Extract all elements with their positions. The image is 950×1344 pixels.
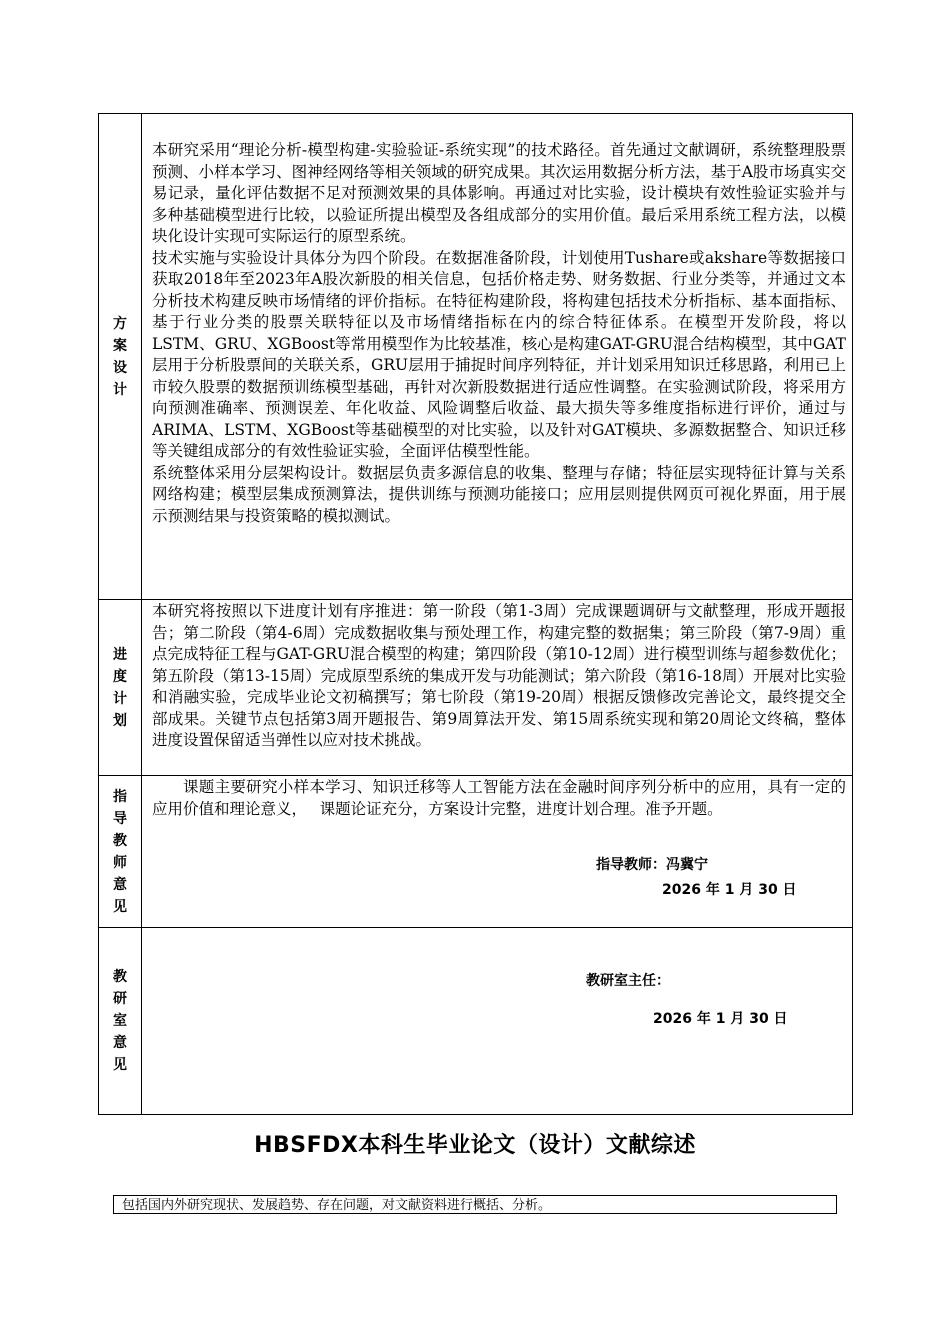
plan-row (99, 114, 853, 600)
advisor-signature: 指导教师：冯冀宁 (596, 857, 708, 873)
proposal-table (98, 113, 853, 1115)
plan-content (142, 114, 852, 527)
advisor-content-cell (142, 776, 853, 928)
review-title: HBSFDX本科生毕业论文（设计）文献综述 (254, 1133, 696, 1158)
schedule-text: 本研究将按照以下进度计划有序推进：第一阶段（第1-3周）完成课题调研与文献整理，形成开题报告；第二阶段（第4-6周）完成数据收集与预处理工作，构建完整的数据集；第三阶段（第7-9周）重点完成特征工程与GAT-GRU混合模型的构建；第四阶段（第10-12周）进行模型训练与超参数优化；第五阶段（第13-15周）完成原型系统的集成开发与功能测试；第六阶段（第16-18周）开展对比实验和消融实验，完成毕业论文初稿撰写；第七阶段（第19-20周）根据反馈修改完善论文，最终提交全部成果。关键节点包括第3周开题报告、第9周算法开发、第15周系统实现和第20周论文终稿，整体进度设置保留适当弹性以应对技术挑战。 (152, 602, 846, 749)
plan-label: 方案设计 (113, 315, 127, 398)
schedule-row (99, 600, 853, 776)
review-note: 包括国内外研究现状、发展趋势、存在问题，对文献资料进行概括、分析。 (122, 1198, 552, 1213)
department-label: 教研室意见 (113, 969, 127, 1073)
schedule-content-cell (142, 600, 853, 776)
schedule-label-cell (99, 600, 142, 776)
advisor-row (99, 776, 853, 928)
department-content-cell (142, 928, 853, 1115)
schedule-label: 进度计划 (113, 646, 127, 729)
department-row (99, 928, 853, 1115)
plan-label-cell (99, 114, 142, 600)
plan-paragraph-2: 技术实施与实验设计具体分为四个阶段。在数据准备阶段，计划使用Tushare或akshare等数据接口获取2018年至2023年A股次新股的相关信息，包括价格走势、财务数据、行业分类等，并通过文本分析技术构建反映市场情绪的评价指标。在特征构建阶段，将构建包括技术分析指标、基本面指标、基于行业分类的股票关联特征以及市场情绪指标在内的综合特征体系。在模型开发阶段，将以LSTM、GRU、XGBoost等常用模型作为比较基准，核心是构建GAT-GRU混合结构模型，其中GAT层用于分析股票间的关联关系，GRU层用于捕捉时间序列特征，并计划采用知识迁移思路，利用已上市较久股票的数据预训练模型基础，再针对次新股数据进行适应性调整。在实验测试阶段，将采用方向预测准确率、预测误差、年化收益、风险调整后收益、最大损失等多维度指标进行评价，通过与ARIMA、LSTM、XGBoost等基础模型的对比实验，以及针对GAT模块、多源数据整合、知识迁移等关键组成部分的有效性验证实验，全面评估模型性能。 (152, 248, 846, 460)
advisor-label-cell (99, 776, 142, 928)
department-signature: 教研室主任： (586, 973, 670, 989)
advisor-opinion: 课题主要研究小样本学习、知识迁移等人工智能方法在金融时间序列分析中的应用，具有一定的应用价值和理论意义， 课题论证充分，方案设计完整，进度计划合理。准予开题。 (152, 778, 846, 818)
plan-paragraph-1: 本研究采用“理论分析-模型构建-实验验证-系统实现”的技术路径。首先通过文献调研，系统整理股票预测、小样本学习、图神经网络等相关领域的研究成果。其次运用数据分析方法，基于A股市场真实交易记录，量化评估数据不足对预测效果的具体影响。再通过对比实验，设计模块有效性验证实验并与多种基础模型进行比较，以验证所提出模型及各组成部分的实用价值。最后采用系统工程方法，以模块化设计实现可实际运行的原型系统。 (152, 141, 846, 245)
review-note-box (113, 1195, 837, 1214)
plan-content-cell (142, 114, 853, 600)
department-label-cell (99, 928, 142, 1115)
advisor-date: 2026 年 1 月 30 日 (662, 882, 797, 898)
advisor-label: 指导教师意见 (113, 788, 127, 915)
plan-paragraph-3: 系统整体采用分层架构设计。数据层负责多源信息的收集、整理与存储；特征层实现特征计算与关系网络构建；模型层集成预测算法，提供训练与预测功能接口；应用层则提供网页可视化界面，用于展示预测结果与投资策略的模拟测试。 (152, 463, 846, 525)
department-date: 2026 年 1 月 30 日 (653, 1011, 788, 1027)
